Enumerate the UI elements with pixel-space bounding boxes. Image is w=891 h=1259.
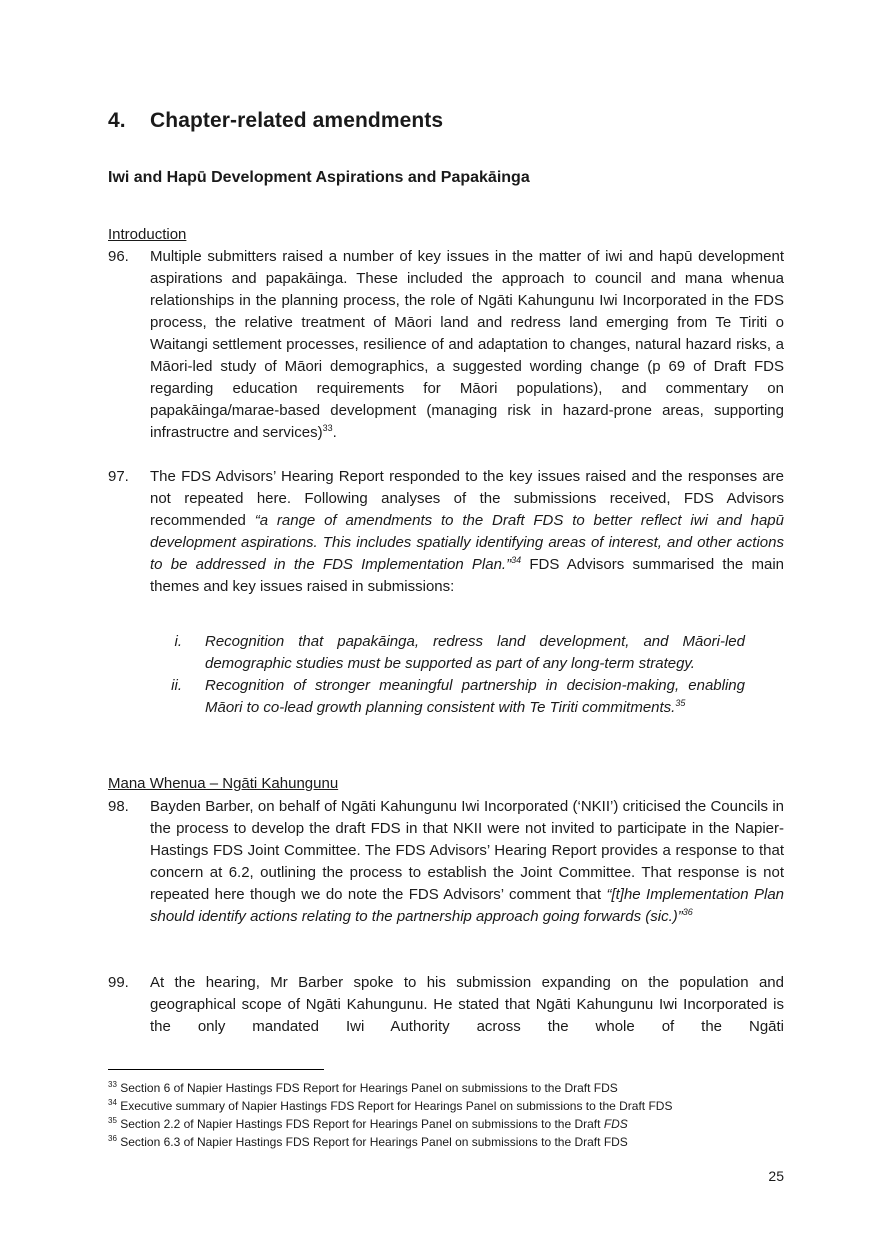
paragraph-text: The FDS Advisors’ Hearing Report responded to the key issues raised and the responses are not repeated here. Following analyses of the submissions received, FDS Advisors recommended “a range of amendments to the Draft FDS to better reflect iwi and hapū development aspirations. This includes spatially identifying areas of interest, and other actions to be addressed in the FDS Implementation Plan.”$^{34}$ FDS Advisors summarised the main themes and key issues raised in submissions: [150,468,785,595]
chapter-title: Chapter-related amendments [150,109,444,132]
list-item: ii. Recognition of stronger meaningful partnership in decision-making, enabling Māori to co-lead growth planning consistent with Te Tiriti commitments.$^{35}$ [160,675,745,719]
footnote-ref-36[interactable]: 36 [682,907,693,917]
footnote-ref-35[interactable]: 35 [675,698,686,708]
subheading-introduction: Introduction [108,226,187,243]
footnote-34: $^{34}$ Executive summary of Napier Hastings FDS Report for Hearings Panel on submissions to the Draft FDS [108,1098,673,1113]
paragraph-number: 99. [108,974,129,991]
list-item: i. Recognition that papakāinga, redress land development, and Māori-led demographic studies must be supported as part of any long-term strategy. [160,631,745,675]
footnote-33: $^{33}$ Section 6 of Napier Hastings FDS Report for Hearings Panel on submissions to the Draft FDS [108,1080,618,1095]
chapter-number: 4. [108,109,126,132]
footnote-ref-34[interactable]: 34 [511,555,522,565]
footnote-35: $^{35}$ Section 2.2 of Napier Hastings FDS Report for Hearings Panel on submissions to the Draft FDS [108,1116,628,1131]
paragraph-number: 98. [108,798,129,815]
subheading-mana-whenua: Mana Whenua – Ngāti Kahungunu [108,775,339,792]
paragraph-98 [108,796,784,928]
paragraph-number: 97. [108,468,129,485]
paragraph-99 [108,972,784,1038]
paragraph-97 [108,466,784,598]
page-number: 25 [768,1168,784,1184]
footnote-ref-33[interactable]: 33 [322,423,333,433]
list-number: ii. [171,677,182,694]
quote-text: “[t]he Implementation Plan should identify actions relating to the partnership approach going forwards (sic.)” [150,886,785,925]
paragraph-text: At the hearing, Mr Barber spoke to his submission expanding on the population and geographical scope of Ngāti Kahungunu. He stated that Ngāti Kahungunu Iwi Incorporated is the only mandated Iwi Authority across the whole of the Ngāti [150,974,784,1035]
paragraph-text: Multiple submitters raised a number of key issues in the matter of iwi and hapū development aspirations and papakāinga. These included the approach to council and mana whenua relationships in the planning process, the role of Ngāti Kahungunu Iwi Incorporated in the FDS process, the relative treatment of Māori land and redress land emerging from Te Tiriti o Waitangi settlement processes, resilience of and adaptation to changes, natural hazard risks, a Māori-led study of Māori demographics, a suggested wording change (p 69 of Draft FDS regarding education requirements for Māori populations), and commentary on papakāinga/marae-based development (managing risk in hazard-prone areas, supporting infrastructre and services)$^{33}$. [150,248,784,441]
paragraph-text: Bayden Barber, on behalf of Ngāti Kahungunu Iwi Incorporated (‘NKII’) criticised the Councils in the process to develop the draft FDS in that NKII were not invited to participate in the Napier-Hastings FDS Joint Committee. The FDS Advisors’ Hearing Report provides a response to that concern at 6.2, outlining the process to establish the Joint Committee. That response is not repeated here though we do note the FDS Advisors’ comment that “[t]he Implementation Plan should identify actions relating to the partnership approach going forwards (sic.)”$^{36}$ [150,798,785,925]
footnote-divider [108,1069,324,1070]
section-title: Iwi and Hapū Development Aspirations and Papakāinga [108,169,530,186]
footnote-36: $^{36}$ Section 6.3 of Napier Hastings FDS Report for Hearings Panel on submissions to the Draft FDS [108,1134,628,1149]
quote-text: “a range of amendments to the Draft FDS to better reflect iwi and hapū development aspirations. This includes spatially identifying areas of interest, and other actions to be addressed in the FDS Implementation Plan.” [150,512,784,573]
chapter-heading [108,109,443,133]
list-number: i. [174,633,182,650]
paragraph-96 [108,246,784,444]
paragraph-number: 96. [108,248,129,265]
